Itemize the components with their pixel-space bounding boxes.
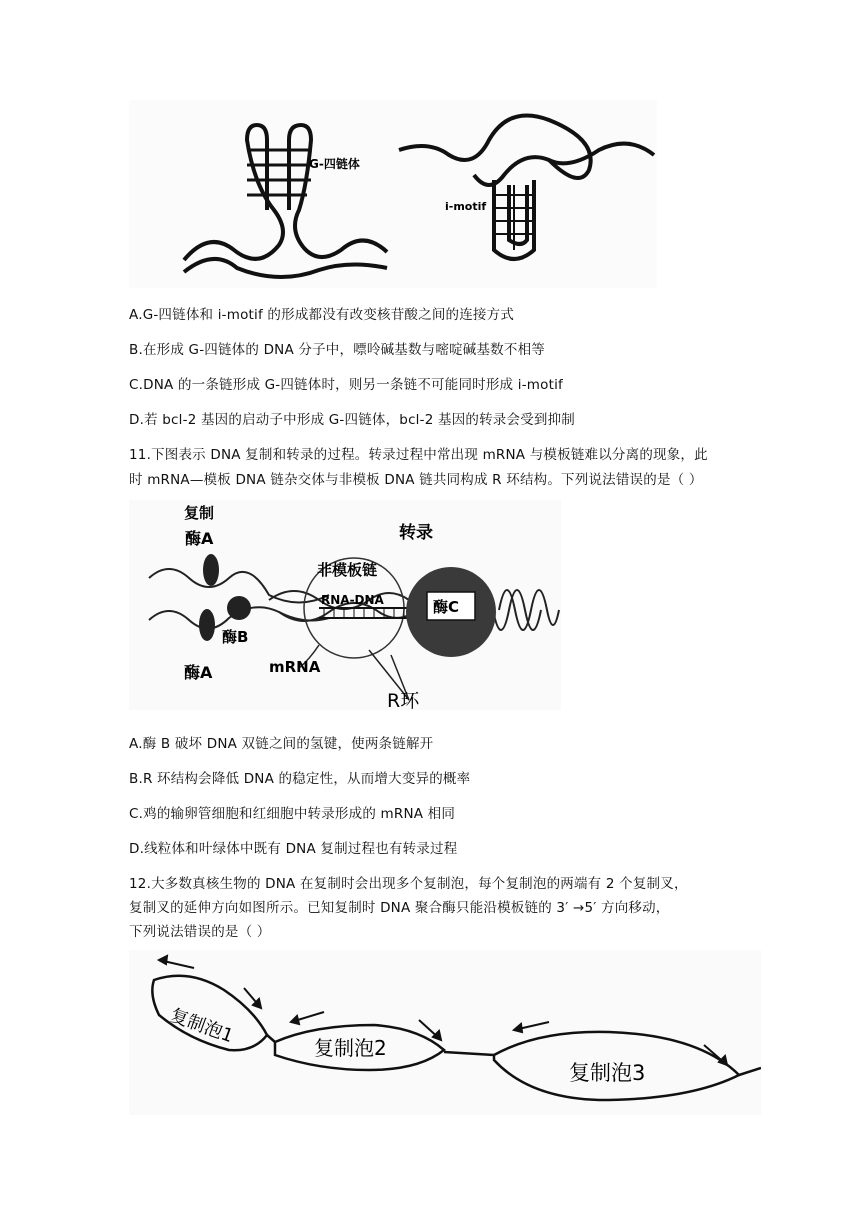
- q11-option-a: A.酶 B 破坏 DNA 双链之间的氢键，使两条链解开: [129, 736, 434, 752]
- q12-stem-line3: 下列说法错误的是（ ）: [129, 924, 271, 940]
- enzyme-b-shape: [227, 596, 251, 620]
- enzyme-a-bottom-shape: [199, 609, 215, 641]
- q12-stem-line2: 复制叉的延伸方向如图所示。已知复制时 DNA 聚合酶只能沿模板链的 3′ →5′ 方向移动，: [129, 900, 670, 916]
- label-bubble-3: 复制泡3: [569, 1061, 646, 1085]
- q12-stem-line1: 12.大多数真核生物的 DNA 在复制时会出现多个复制泡，每个复制泡的两端有 2 个复制叉，: [129, 876, 688, 892]
- q10-option-b: B.在形成 G-四链体的 DNA 分子中，嘌呤碱基数与嘧啶碱基数不相等: [129, 342, 545, 358]
- q11-option-d: D.线粒体和叶绿体中既有 DNA 复制过程也有转录过程: [129, 841, 458, 857]
- q11-option-c: C.鸡的输卵管细胞和红细胞中转录形成的 mRNA 相同: [129, 806, 456, 822]
- label-g4: G-四链体: [309, 157, 360, 171]
- label-fuzhi: 复制: [184, 504, 215, 522]
- label-enzyme-a-top: 酶A: [185, 529, 214, 548]
- figure-replication-transcription: [129, 500, 561, 710]
- label-enzyme-a-bottom: 酶A: [184, 663, 213, 682]
- q10-option-d: D.若 bcl-2 基因的启动子中形成 G-四链体，bcl-2 基因的转录会受到抑制: [129, 412, 575, 428]
- figure-replication-bubbles: [129, 950, 761, 1115]
- label-r-loop: R环: [387, 690, 420, 710]
- label-imotif: i-motif: [445, 200, 487, 213]
- figure-g4-imotif: [129, 100, 657, 288]
- label-bubble-1: 复制泡1: [167, 1004, 236, 1048]
- q11-stem-line1: 11.下图表示 DNA 复制和转录的过程。转录过程中常出现 mRNA 与模板链难以分离的现象，此: [129, 447, 708, 463]
- q10-option-a: A.G-四链体和 i-motif 的形成都没有改变核苷酸之间的连接方式: [129, 307, 515, 323]
- label-zhuanlu: 转录: [399, 523, 433, 543]
- q11-option-b: B.R 环结构会降低 DNA 的稳定性，从而增大变异的概率: [129, 771, 471, 787]
- enzyme-a-top-shape: [203, 554, 219, 586]
- label-nontemplate: 非模板链: [317, 561, 378, 579]
- label-enzyme-b: 酶B: [222, 628, 249, 646]
- label-rna-dna: RNA-DNA: [321, 593, 384, 607]
- label-mrna: mRNA: [269, 658, 321, 676]
- label-enzyme-c: 酶C: [433, 598, 460, 616]
- label-bubble-2: 复制泡2: [314, 1036, 387, 1060]
- q11-stem-line2: 时 mRNA—模板 DNA 链杂交体与非模板 DNA 链共同构成 R 环结构。下列说法错误的是（ ）: [129, 472, 703, 488]
- q10-option-c: C.DNA 的一条链形成 G-四链体时，则另一条链不可能同时形成 i-motif: [129, 377, 563, 393]
